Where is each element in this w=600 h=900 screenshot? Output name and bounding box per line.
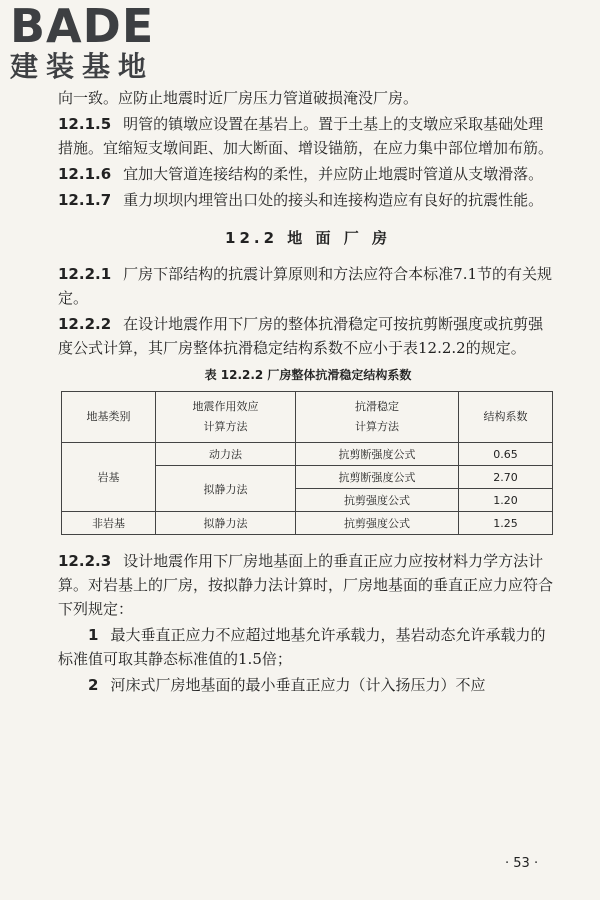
coefficient-table	[61, 391, 553, 535]
clause-12-2-2	[58, 312, 558, 360]
clause-number: 12.2.2	[58, 315, 112, 333]
cell-pseudo: 拟静力法	[156, 512, 296, 535]
clause-number: 12.1.5	[58, 115, 112, 133]
item-number: 1	[88, 626, 99, 644]
clause-text: 宜加大管道连接结构的柔性，并应防止地震时管道从支墩滑落。	[123, 165, 544, 183]
clause-number: 12.1.6	[58, 165, 112, 183]
document-body	[58, 86, 558, 699]
header-stability-method: 抗滑稳定 计算方法	[296, 392, 459, 443]
logo-text-bottom: 建装基地	[10, 50, 155, 83]
cell-nonrock: 非岩基	[62, 512, 156, 535]
cell-value: 1.20	[458, 489, 552, 512]
item-text: 最大垂直正应力不应超过地基允许承载力，基岩动态允许承载力的标准值可取其静态标准值的1.5倍；	[58, 626, 546, 668]
clause-text: 设计地震作用下厂房地基面上的垂直正应力应按材料力学方法计算。对岩基上的厂房，按拟静力法计算时，厂房地基面的垂直正应力应符合下列规定：	[58, 552, 554, 618]
table-header-row	[62, 392, 553, 443]
table-row	[62, 443, 553, 466]
header-foundation-type: 地基类别	[62, 392, 156, 443]
cell-value: 2.70	[458, 466, 552, 489]
cell-rock: 岩基	[62, 443, 156, 512]
clause-text: 在设计地震作用下厂房的整体抗滑稳定可按抗剪断强度或抗剪强度公式计算，其厂房整体抗滑稳定结构系数不应小于表12.2.2的规定。	[58, 315, 544, 357]
paragraph-continued: 向一致。应防止地震时近厂房压力管道破损淹没厂房。	[58, 89, 419, 107]
cell-pseudo: 拟静力法	[156, 466, 296, 512]
item-number: 2	[88, 676, 99, 694]
clause-number: 12.1.7	[58, 191, 112, 209]
logo-text-top: BADE	[10, 0, 155, 53]
clause-text: 明管的镇墩应设置在基岩上。置于土基上的支墩应采取基础处理措施。宜缩短支墩间距、加大断面、增设锚筋，在应力集中部位增加布筋。	[58, 115, 554, 157]
clause-12-1-6	[58, 162, 558, 186]
cell-value: 1.25	[458, 512, 552, 535]
header-seismic-method: 地震作用效应 计算方法	[156, 392, 296, 443]
section-title: 12.2 地 面 厂 房	[225, 229, 391, 247]
clause-12-2-1	[58, 262, 558, 310]
logo	[10, 2, 180, 84]
clause-12-1-7	[58, 188, 558, 212]
cell-method: 抗剪断强度公式	[296, 466, 459, 489]
clause-text: 厂房下部结构的抗震计算原则和方法应符合本标准7.1节的有关规定。	[58, 265, 553, 307]
item-text: 河床式厂房地基面的最小垂直正应力（计入扬压力）不应	[110, 676, 486, 694]
clause-text: 重力坝坝内埋管出口处的接头和连接构造应有良好的抗震性能。	[123, 191, 544, 209]
cell-method: 抗剪强度公式	[296, 512, 459, 535]
clause-number: 12.2.1	[58, 265, 112, 283]
page-number: · 53 ·	[505, 856, 539, 871]
header-coefficient: 结构系数	[458, 392, 552, 443]
table-row	[62, 512, 553, 535]
cell-method: 抗剪强度公式	[296, 489, 459, 512]
clause-number: 12.2.3	[58, 552, 112, 570]
table-title: 表 12.2.2 厂房整体抗滑稳定结构系数	[204, 368, 412, 382]
cell-dynamic: 动力法	[156, 443, 296, 466]
cell-method: 抗剪断强度公式	[296, 443, 459, 466]
list-item	[58, 623, 558, 671]
cell-value: 0.65	[458, 443, 552, 466]
list-item	[58, 673, 558, 697]
clause-12-1-5	[58, 112, 558, 160]
clause-12-2-3	[58, 549, 558, 621]
